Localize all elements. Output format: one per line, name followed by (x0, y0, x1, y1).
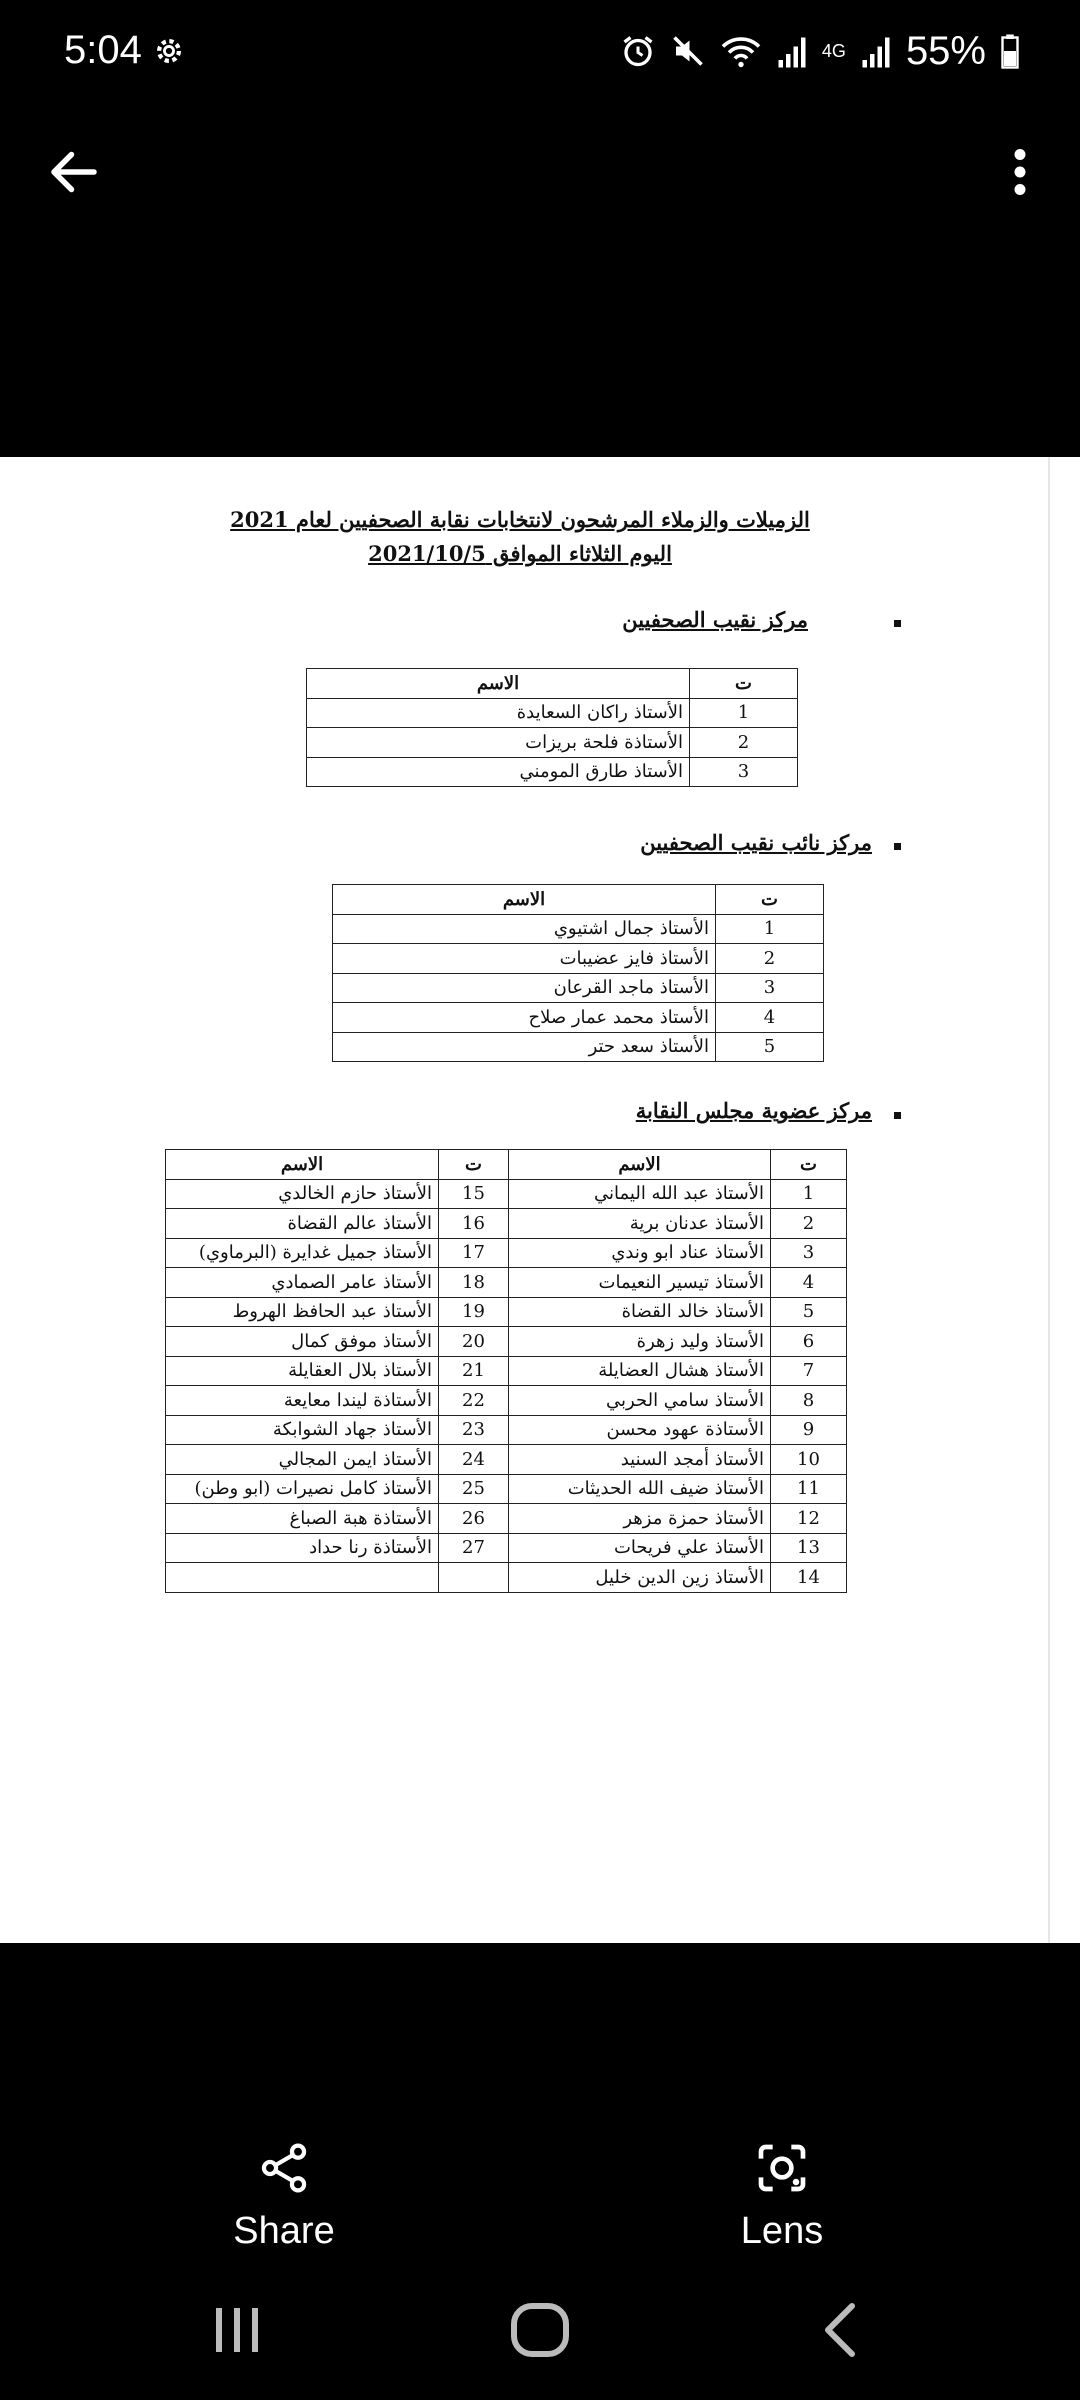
candidate-name: الأستاذ عدنان برية (509, 1209, 771, 1239)
signal-1-icon (776, 33, 808, 69)
row-number: 12 (771, 1504, 847, 1534)
document-title: الزميلات والزملاء المرشحون لانتخابات نقابة الصحفيين لعام 2021 (230, 507, 810, 532)
table-row (166, 1179, 847, 1209)
row-number: 23 (439, 1415, 509, 1445)
candidate-name: الأستاذة هبة الصباغ (166, 1504, 439, 1534)
bullet-icon (894, 620, 901, 627)
section-heading-council: مركز عضوية مجلس النقابة (635, 1098, 872, 1123)
candidate-name: الأستاذ كامل نصيرات (ابو وطن) (166, 1474, 439, 1504)
row-number: 11 (771, 1474, 847, 1504)
table-row (166, 1386, 847, 1416)
table-row (166, 1504, 847, 1534)
signal-2-icon (860, 33, 892, 69)
table-row (166, 1445, 847, 1475)
battery-percent: 55% (905, 28, 986, 73)
col-name-header: الاسم (166, 1150, 439, 1180)
col-num-header: ت (439, 1150, 509, 1180)
row-number: 14 (771, 1563, 847, 1593)
lens-label: Lens (740, 2210, 824, 2252)
col-num-header: ت (771, 1150, 847, 1180)
wifi-icon (720, 33, 762, 69)
recent-apps-icon[interactable] (196, 2300, 276, 2360)
home-icon[interactable] (500, 2300, 580, 2360)
candidate-name: الأستاذ تيسير النعيمات (509, 1268, 771, 1298)
candidate-name: الأستاذ سامي الحربي (509, 1386, 771, 1416)
table-row (166, 1415, 847, 1445)
battery-icon (1000, 33, 1020, 69)
back-nav-icon[interactable] (804, 2300, 884, 2360)
row-number: 7 (771, 1356, 847, 1386)
candidate-name: الأستاذة ليندا معايعة (166, 1386, 439, 1416)
table-row: 3 الأستاذ ماجد القرعان (333, 973, 824, 1003)
candidate-name: الأستاذ عناد ابو وندي (509, 1238, 771, 1268)
row-number: 21 (439, 1356, 509, 1386)
candidate-name: الأستاذ وليد زهرة (509, 1327, 771, 1357)
candidate-name: الأستاذ جهاد الشوابكة (166, 1415, 439, 1445)
table-row (166, 1297, 847, 1327)
candidate-name: الأستاذ جميل غدايرة (البرماوي) (166, 1238, 439, 1268)
row-number: 20 (439, 1327, 509, 1357)
row-number: 24 (439, 1445, 509, 1475)
candidate-name: الأستاذ حازم الخالدي (166, 1179, 439, 1209)
share-icon (256, 2140, 312, 2196)
row-number: 13 (771, 1533, 847, 1563)
row-number: 2 (771, 1209, 847, 1239)
candidate-name: الأستاذ زين الدين خليل (509, 1563, 771, 1593)
col-name-header: الاسم (333, 885, 716, 915)
share-label: Share (233, 2210, 335, 2252)
candidate-name: الأستاذ عالم القضاة (166, 1209, 439, 1239)
row-number: 17 (439, 1238, 509, 1268)
vice-president-candidates-table (332, 884, 824, 1062)
lens-button[interactable] (682, 2140, 882, 2253)
share-button[interactable] (184, 2140, 384, 2253)
candidate-name: الأستاذ خالد القضاة (509, 1297, 771, 1327)
row-number: 18 (439, 1268, 509, 1298)
settings-gear-icon (152, 34, 186, 68)
row-number: 1 (771, 1179, 847, 1209)
status-icons (620, 26, 1020, 76)
row-number: 5 (771, 1297, 847, 1327)
candidate-name: الأستاذ ضيف الله الحديثات (509, 1474, 771, 1504)
table-row (166, 1327, 847, 1357)
document-date: اليوم الثلاثاء الموافق 2021/10/5 (368, 541, 672, 566)
row-number: 16 (439, 1209, 509, 1239)
bullet-icon (894, 1112, 901, 1119)
row-number: 3 (771, 1238, 847, 1268)
table-row (166, 1533, 847, 1563)
table-row (166, 1268, 847, 1298)
document-image[interactable] (0, 457, 1080, 1943)
row-number (439, 1563, 509, 1593)
row-number: 22 (439, 1386, 509, 1416)
row-number: 4 (771, 1268, 847, 1298)
table-row: 4 الأستاذ محمد عمار صلاح (333, 1003, 824, 1033)
candidate-name: الأستاذ علي فريحات (509, 1533, 771, 1563)
table-row (166, 1356, 847, 1386)
status-time: 5:04 (64, 28, 142, 72)
candidate-name (166, 1563, 439, 1593)
row-number: 27 (439, 1533, 509, 1563)
candidate-name: الأستاذ عامر الصمادي (166, 1268, 439, 1298)
network-type: 4G (821, 40, 846, 61)
table-row: 2 الأستاذ فايز عضيبات (333, 944, 824, 974)
col-num-header: ت (716, 885, 824, 915)
table-row: 1 الأستاذ جمال اشتيوي (333, 914, 824, 944)
status-bar (0, 0, 1080, 110)
lens-icon (754, 2140, 810, 2196)
section-heading-vice-president: مركز نائب نقيب الصحفيين (640, 830, 872, 855)
table-row: 3 الأستاذ طارق المومني (307, 757, 798, 787)
row-number: 9 (771, 1415, 847, 1445)
table-row: 5 الأستاذ سعد حتر (333, 1032, 824, 1062)
candidate-name: الأستاذ عبد الله اليماني (509, 1179, 771, 1209)
candidate-name: الأستاذ بلال العقايلة (166, 1356, 439, 1386)
candidate-name: الأستاذ ايمن المجالي (166, 1445, 439, 1475)
row-number: 25 (439, 1474, 509, 1504)
council-candidates-table (165, 1149, 847, 1593)
back-arrow-icon[interactable] (44, 142, 104, 202)
col-name-header: الاسم (509, 1150, 771, 1180)
alarm-icon (620, 33, 656, 69)
table-row: 1 الأستاذ راكان السعايدة (307, 698, 798, 728)
bullet-icon (894, 843, 901, 850)
candidate-name: الأستاذ أمجد السنيد (509, 1445, 771, 1475)
candidate-name: الأستاذ حمزة مزهر (509, 1504, 771, 1534)
candidate-name: الأستاذ هشال العضايلة (509, 1356, 771, 1386)
row-number: 26 (439, 1504, 509, 1534)
col-num-header: ت (690, 669, 798, 699)
more-options-icon[interactable] (990, 142, 1050, 202)
row-number: 6 (771, 1327, 847, 1357)
section-heading-president: مركز نقيب الصحفيين (622, 607, 808, 632)
col-name-header: الاسم (307, 669, 690, 699)
candidate-name: الأستاذ عبد الحافظ الهروط (166, 1297, 439, 1327)
table-row: 2 الأستاذة فلحة بريزات (307, 728, 798, 758)
candidate-name: الأستاذة رنا حداد (166, 1533, 439, 1563)
candidate-name: الأستاذة عهود محسن (509, 1415, 771, 1445)
row-number: 15 (439, 1179, 509, 1209)
row-number: 19 (439, 1297, 509, 1327)
mute-icon (670, 33, 706, 69)
table-row (166, 1474, 847, 1504)
row-number: 8 (771, 1386, 847, 1416)
table-row (166, 1563, 847, 1593)
page-edge (1048, 457, 1050, 1943)
row-number: 10 (771, 1445, 847, 1475)
president-candidates-table (306, 668, 798, 787)
table-row (166, 1238, 847, 1268)
table-row (166, 1209, 847, 1239)
candidate-name: الأستاذ موفق كمال (166, 1327, 439, 1357)
